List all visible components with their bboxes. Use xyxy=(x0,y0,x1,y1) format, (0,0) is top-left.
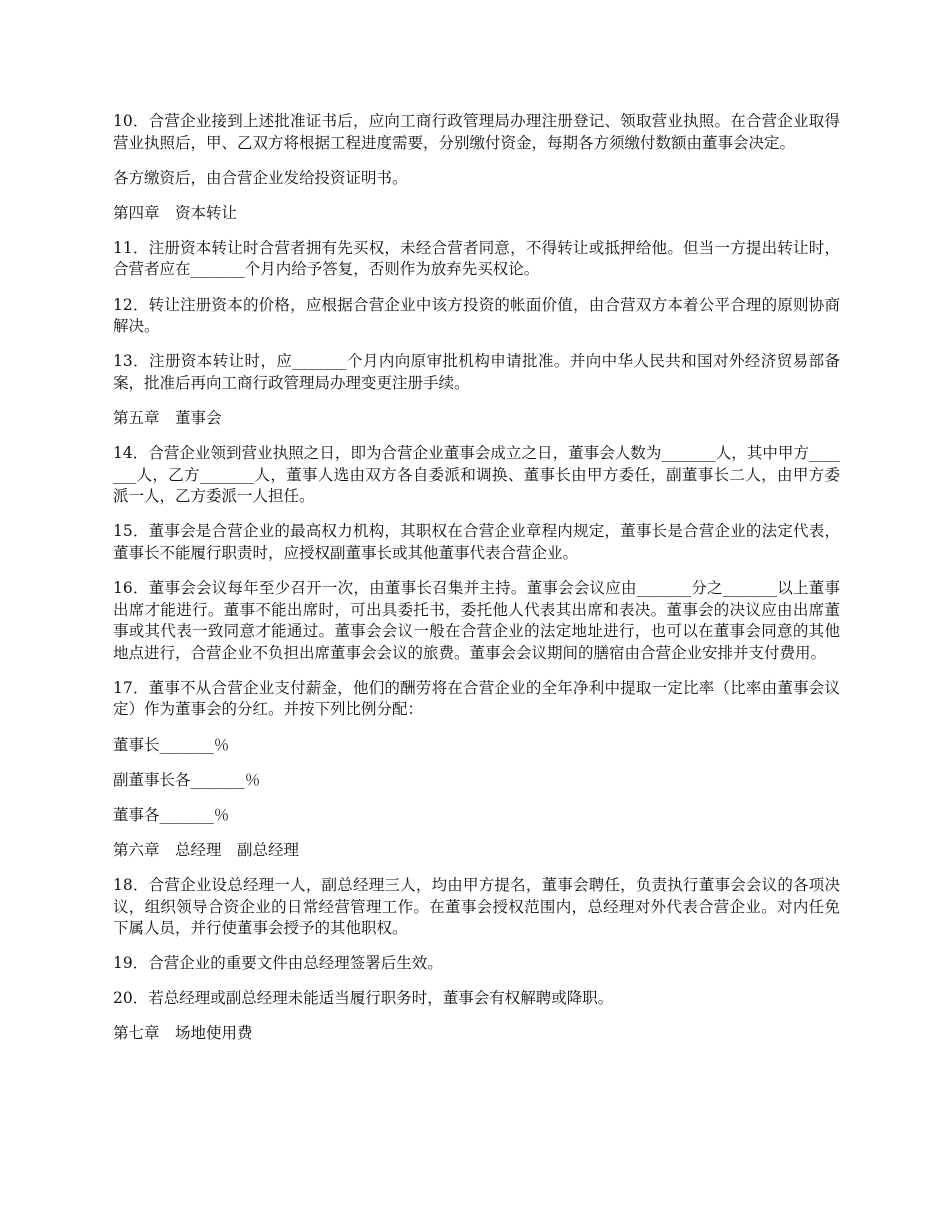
chapter-7-heading: 第七章 场地使用费 xyxy=(113,1024,253,1043)
document-body xyxy=(113,111,840,1059)
clause-13: 13．注册资本转让时，应_______个月内向原审批机构申请批准。并向中华人民共和国对外经济贸易部备案，批准后再向工商行政管理局办理变更注册手续。 xyxy=(113,352,840,392)
clause-18: 18．合营企业设总经理一人，副总经理三人，均由甲方提名，董事会聘任，负责执行董事会会议的各项决议，组织领导合资企业的日常经营管理工作。在董事会授权范围内，总经理对外代表合营企业。对内任免下属人员，并行使董事会授予的其他职权。 xyxy=(113,875,840,938)
clause-15: 15．董事会是合营企业的最高权力机构，其职权在合营企业章程内规定，董事长是合营企业的法定代表，董事长不能履行职责时，应授权副董事长或其他董事代表合营企业。 xyxy=(113,522,840,562)
clause-16: 16．董事会会议每年至少召开一次，由董事长召集并主持。董事会会议应由_______分之_______以上董事出席才能进行。董事不能出席时，可出具委托书，委托他人代表其出席和表决。董事会的决议应由出席董事或其代表一致同意才能通过。董事会会议一般在合营企业的法定地址进行，也可以在董事会同意的其他地点进行，合营企业不负担出席董事会会议的旅费。董事会会议期间的膳宿由合营企业安排并支付费用。 xyxy=(113,579,840,662)
investment-certificate-note: 各方缴资后，由合营企业发给投资证明书。 xyxy=(113,168,408,187)
clause-11: 11．注册资本转让时合营者拥有先买权，未经合营者同意，不得转让或抵押给他。但当一方提出转让时，合营者应在_______个月内给予答复，否则作为放弃先买权论。 xyxy=(113,238,840,279)
vice-chairman-share: 副董事长各_______％ xyxy=(113,770,261,789)
chapter-6-heading: 第六章 总经理 副总经理 xyxy=(113,840,300,859)
clause-14: 14．合营企业领到营业执照之日，即为合营企业董事会成立之日，董事会人数为_______人，其中甲方_______人，乙方_______人，董事人选由双方各自委派和调换、董事长由甲方委任，副董事长二人，由甲方委派一人，乙方委派一人担任。 xyxy=(113,444,840,506)
clause-12: 12．转让注册资本的价格，应根据合营企业中该方投资的帐面价值，由合营双方本着公平合理的原则协商解决。 xyxy=(113,295,840,336)
clause-17: 17．董事不从合营企业支付薪金，他们的酬劳将在合营企业的全年净利中提取一定比率（比率由董事会议定）作为董事会的分红。并按下列比例分配： xyxy=(113,678,840,719)
chairman-share: 董事长_______％ xyxy=(113,735,230,754)
clause-20: 20．若总经理或副总经理未能适当履行职务时，董事会有权解聘或降职。 xyxy=(113,989,614,1008)
director-share: 董事各_______％ xyxy=(113,805,230,824)
chapter-5-heading: 第五章 董事会 xyxy=(113,408,222,427)
clause-10: 10．合营企业接到上述批准证书后，应向工商行政管理局办理注册登记、领取营业执照。在合营企业取得营业执照后，甲、乙双方将根据工程进度需要，分别缴付资金，每期各方须缴付数额由董事会决定。 xyxy=(113,112,840,152)
chapter-4-heading: 第四章 资本转让 xyxy=(113,203,238,222)
clause-19: 19．合营企业的重要文件由总经理签署后生效。 xyxy=(113,954,443,973)
